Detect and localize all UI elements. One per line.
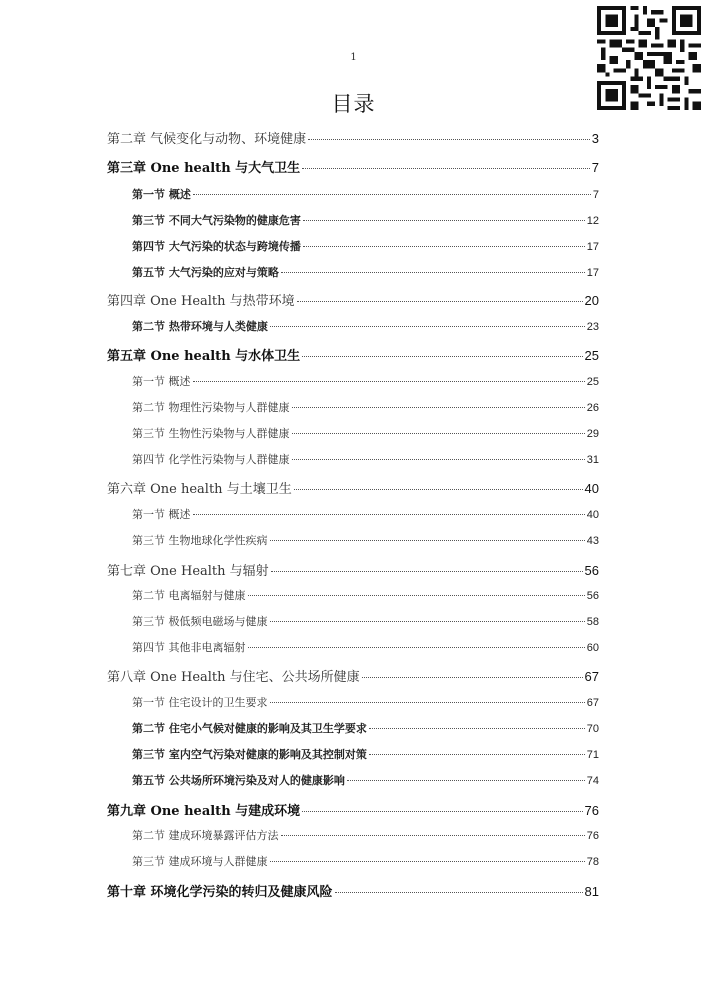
dot-leader — [294, 489, 583, 490]
dot-leader — [193, 194, 591, 195]
toc-section-entry[interactable] — [132, 613, 599, 629]
dot-leader — [302, 811, 582, 812]
toc-entry-page-number: 78 — [586, 856, 599, 868]
toc-entry-label: 第九章 One health 与建成环境 — [107, 804, 301, 819]
dot-leader — [362, 677, 583, 678]
toc-entry-page-number: 3 — [591, 131, 599, 146]
toc-entry-page-number: 23 — [586, 321, 599, 333]
toc-entry-page-number: 56 — [586, 590, 599, 602]
toc-entry-label: 第一节 概述 — [132, 188, 191, 201]
dot-leader — [303, 220, 585, 221]
toc-section-entry[interactable] — [132, 772, 599, 788]
toc-section-entry[interactable] — [132, 694, 599, 710]
toc-entry-label: 第八章 One Health 与住宅、公共场所健康 — [107, 670, 360, 685]
toc-entry-label: 第一节 概述 — [132, 508, 191, 521]
toc-entry-label: 第二节 电离辐射与健康 — [132, 589, 246, 602]
toc-entry-label: 第七章 One Health 与辐射 — [107, 564, 269, 579]
page-title: 目录 — [331, 92, 376, 116]
toc-entry-page-number: 58 — [586, 616, 599, 628]
toc-entry-label: 第五节 公共场所环境污染及对人的健康影响 — [132, 774, 345, 787]
dot-leader — [292, 407, 585, 408]
dot-leader — [292, 459, 585, 460]
dot-leader — [297, 301, 583, 302]
toc-section-entry[interactable] — [132, 639, 599, 655]
toc-entry-page-number: 31 — [586, 454, 599, 466]
toc-chapter-entry[interactable] — [107, 345, 599, 364]
dot-leader — [248, 595, 585, 596]
toc-entry-label: 第四节 其他非电离辐射 — [132, 641, 246, 654]
page-number: 1 — [350, 52, 357, 63]
dot-leader — [281, 272, 585, 273]
toc-chapter-entry[interactable] — [107, 128, 599, 147]
toc-entry-label: 第二章 气候变化与动物、环境健康 — [107, 132, 307, 147]
toc-entry-page-number: 40 — [586, 509, 599, 521]
toc-entry-label: 第三节 室内空气污染对健康的影响及其控制对策 — [132, 748, 367, 761]
toc-entry-page-number: 40 — [584, 481, 599, 496]
toc-entry-label: 第三节 建成环境与人群健康 — [132, 855, 268, 868]
toc-section-entry[interactable] — [132, 186, 599, 202]
toc-chapter-entry[interactable] — [107, 290, 599, 309]
dot-leader — [270, 326, 585, 327]
toc-entry-page-number: 17 — [586, 267, 599, 279]
dot-leader — [302, 168, 590, 169]
dot-leader — [369, 754, 585, 755]
toc-chapter-entry[interactable] — [107, 157, 599, 176]
dot-leader — [292, 433, 585, 434]
toc-section-entry[interactable] — [132, 399, 599, 415]
toc-section-entry[interactable] — [132, 373, 599, 389]
toc-entry-page-number: 20 — [584, 293, 599, 308]
toc-entry-page-number: 76 — [584, 803, 599, 818]
toc-entry-label: 第四节 大气污染的状态与跨境传播 — [132, 240, 301, 253]
toc-chapter-entry[interactable] — [107, 666, 599, 685]
toc-section-entry[interactable] — [132, 720, 599, 736]
toc-section-entry[interactable] — [132, 532, 599, 548]
dot-leader — [270, 540, 585, 541]
toc-section-entry[interactable] — [132, 264, 599, 280]
toc-entry-label: 第三章 One health 与大气卫生 — [107, 161, 301, 176]
toc-entry-page-number: 76 — [586, 830, 599, 842]
toc-entry-label: 第六章 One health 与土壤卫生 — [107, 482, 292, 497]
toc-entry-page-number: 60 — [586, 642, 599, 654]
toc-entry-label: 第一节 概述 — [132, 375, 191, 388]
dot-leader — [281, 835, 585, 836]
dot-leader — [369, 728, 585, 729]
toc-entry-label: 第三节 不同大气污染物的健康危害 — [132, 214, 301, 227]
toc-entry-page-number: 67 — [584, 669, 599, 684]
toc-entry-page-number: 43 — [586, 535, 599, 547]
toc-entry-label: 第二节 热带环境与人类健康 — [132, 320, 268, 333]
toc-chapter-entry[interactable] — [107, 881, 599, 900]
toc-section-entry[interactable] — [132, 587, 599, 603]
toc-entry-page-number: 7 — [592, 189, 599, 201]
dot-leader — [193, 381, 585, 382]
toc-entry-page-number: 7 — [591, 160, 599, 175]
toc-entry-label: 第三节 生物地球化学性疾病 — [132, 534, 268, 547]
toc-entry-page-number: 71 — [586, 749, 599, 761]
toc-entry-page-number: 26 — [586, 402, 599, 414]
dot-leader — [270, 702, 585, 703]
dot-leader — [270, 861, 585, 862]
toc-entry-page-number: 12 — [586, 215, 599, 227]
toc-chapter-entry[interactable] — [107, 560, 599, 579]
toc-section-entry[interactable] — [132, 746, 599, 762]
toc-section-entry[interactable] — [132, 827, 599, 843]
toc-entry-label: 第二节 物理性污染物与人群健康 — [132, 401, 290, 414]
toc-entry-label: 第四章 One Health 与热带环境 — [107, 294, 295, 309]
toc-entry-label: 第三节 极低频电磁场与健康 — [132, 615, 268, 628]
toc-chapter-entry[interactable] — [107, 800, 599, 819]
dot-leader — [335, 892, 583, 893]
toc-section-entry[interactable] — [132, 318, 599, 334]
toc-entry-page-number: 25 — [586, 376, 599, 388]
toc-section-entry[interactable] — [132, 506, 599, 522]
toc-entry-page-number: 17 — [586, 241, 599, 253]
toc-entry-page-number: 81 — [584, 884, 599, 899]
dot-leader — [248, 647, 585, 648]
toc-entry-label: 第一节 住宅设计的卫生要求 — [132, 696, 268, 709]
toc-entry-label: 第十章 环境化学污染的转归及健康风险 — [107, 885, 333, 900]
dot-leader — [347, 780, 585, 781]
toc-entry-page-number: 29 — [586, 428, 599, 440]
toc-entry-page-number: 74 — [586, 775, 599, 787]
toc-entry-page-number: 70 — [586, 723, 599, 735]
toc-chapter-entry[interactable] — [107, 478, 599, 497]
toc-entry-label: 第四节 化学性污染物与人群健康 — [132, 453, 290, 466]
toc-section-entry[interactable] — [132, 451, 599, 467]
dot-leader — [270, 621, 585, 622]
toc-entry-page-number: 67 — [586, 697, 599, 709]
dot-leader — [302, 356, 582, 357]
toc-section-entry[interactable] — [132, 853, 599, 869]
dot-leader — [303, 246, 585, 247]
toc-entry-label: 第五节 大气污染的应对与策略 — [132, 266, 279, 279]
toc-entry-label: 第五章 One health 与水体卫生 — [107, 349, 301, 364]
toc-entry-label: 第二节 建成环境暴露评估方法 — [132, 829, 279, 842]
toc-entry-page-number: 56 — [584, 563, 599, 578]
toc-section-entry[interactable] — [132, 212, 599, 228]
toc-section-entry[interactable] — [132, 238, 599, 254]
toc-entry-label: 第二节 住宅小气候对健康的影响及其卫生学要求 — [132, 722, 367, 735]
dot-leader — [308, 139, 590, 140]
toc-entry-page-number: 25 — [584, 348, 599, 363]
dot-leader — [271, 571, 583, 572]
toc-entry-label: 第三节 生物性污染物与人群健康 — [132, 427, 290, 440]
dot-leader — [193, 514, 585, 515]
toc-section-entry[interactable] — [132, 425, 599, 441]
